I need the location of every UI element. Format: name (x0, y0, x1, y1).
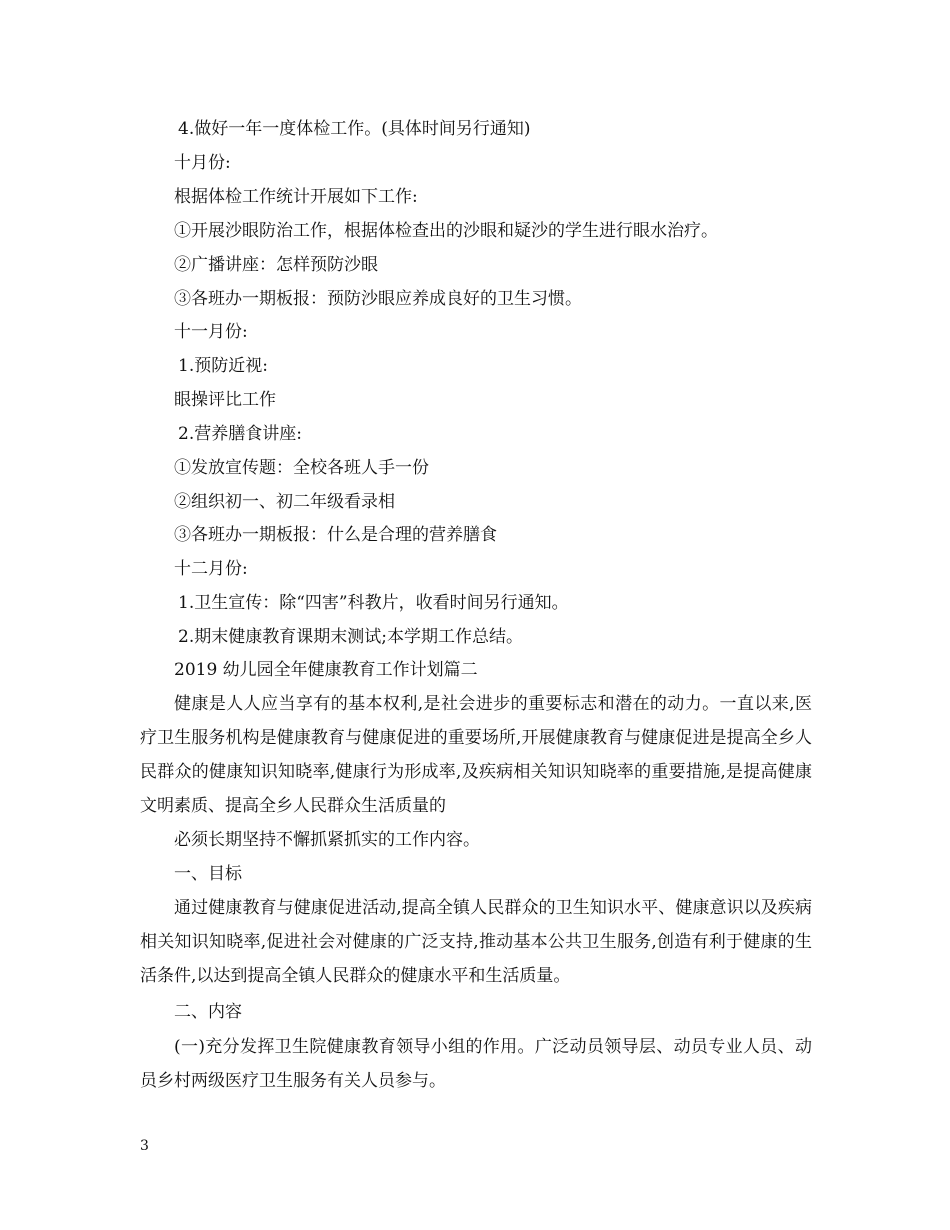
body-paragraph: 通过健康教育与健康促进活动,提高全镇人民群众的卫生知识水平、健康意识以及疾病相关知识知晓率,促进社会对健康的广泛支持,推动基本公共卫生服务,创造有利于健康的生活条件,以达到提高全镇人民群众的健康水平和生活质量。 (140, 898, 812, 986)
text-line: 4.做好一年一度体检工作。(具体时间另行通知) (178, 119, 531, 139)
page-number: 3 (140, 1138, 149, 1154)
text-line: ①发放宣传题：全校各班人手一份 (174, 458, 429, 478)
text-line: ③各班办一期板报：什么是合理的营养膳食 (174, 525, 497, 545)
text-line: 十一月份: (174, 322, 248, 342)
text-line: 2.营养膳食讲座: (178, 424, 302, 444)
section-heading: 2019 幼儿园全年健康教育工作计划篇二 (174, 660, 478, 680)
text-line: 十月份: (174, 153, 231, 173)
text-line: ③各班办一期板报：预防沙眼应养成良好的卫生习惯。 (174, 289, 582, 309)
text-line: 1.卫生宣传：除“四害”科教片，收看时间另行通知。 (178, 593, 569, 613)
text-line: 2.期末健康教育课期末测试;本学期工作总结。 (178, 627, 523, 647)
body-paragraph: 健康是人人应当享有的基本权利,是社会进步的重要标志和潜在的动力。一直以来,医疗卫生服务机构是健康教育与健康促进的重要场所,开展健康教育与健康促进是提高全乡人民群众的健康知识知晓率,健康行为形成率,及疾病相关知识知晓率的重要措施,是提高健康文明素质、提高全乡人民群众生活质量的 (140, 694, 812, 816)
text-line: 1.预防近视: (178, 356, 268, 376)
section-heading: 一、目标 (174, 864, 242, 884)
section-heading: 二、内容 (174, 1002, 242, 1022)
text-line: 根据体检工作统计开展如下工作: (174, 187, 418, 207)
text-line: ②组织初一、初二年级看录相 (174, 492, 395, 512)
text-line: 十二月份: (174, 559, 248, 579)
text-line: ②广播讲座：怎样预防沙眼 (174, 255, 378, 275)
text-line: ①开展沙眼防治工作，根据体检查出的沙眼和疑沙的学生进行眼水治疗。 (174, 221, 718, 241)
text-line: 眼操评比工作 (174, 390, 276, 410)
body-paragraph: 必须长期坚持不懈抓紧抓实的工作内容。 (174, 830, 480, 850)
body-paragraph: (一)充分发挥卫生院健康教育领导小组的作用。广泛动员领导层、动员专业人员、动员乡村两级医疗卫生服务有关人员参与。 (140, 1037, 812, 1091)
